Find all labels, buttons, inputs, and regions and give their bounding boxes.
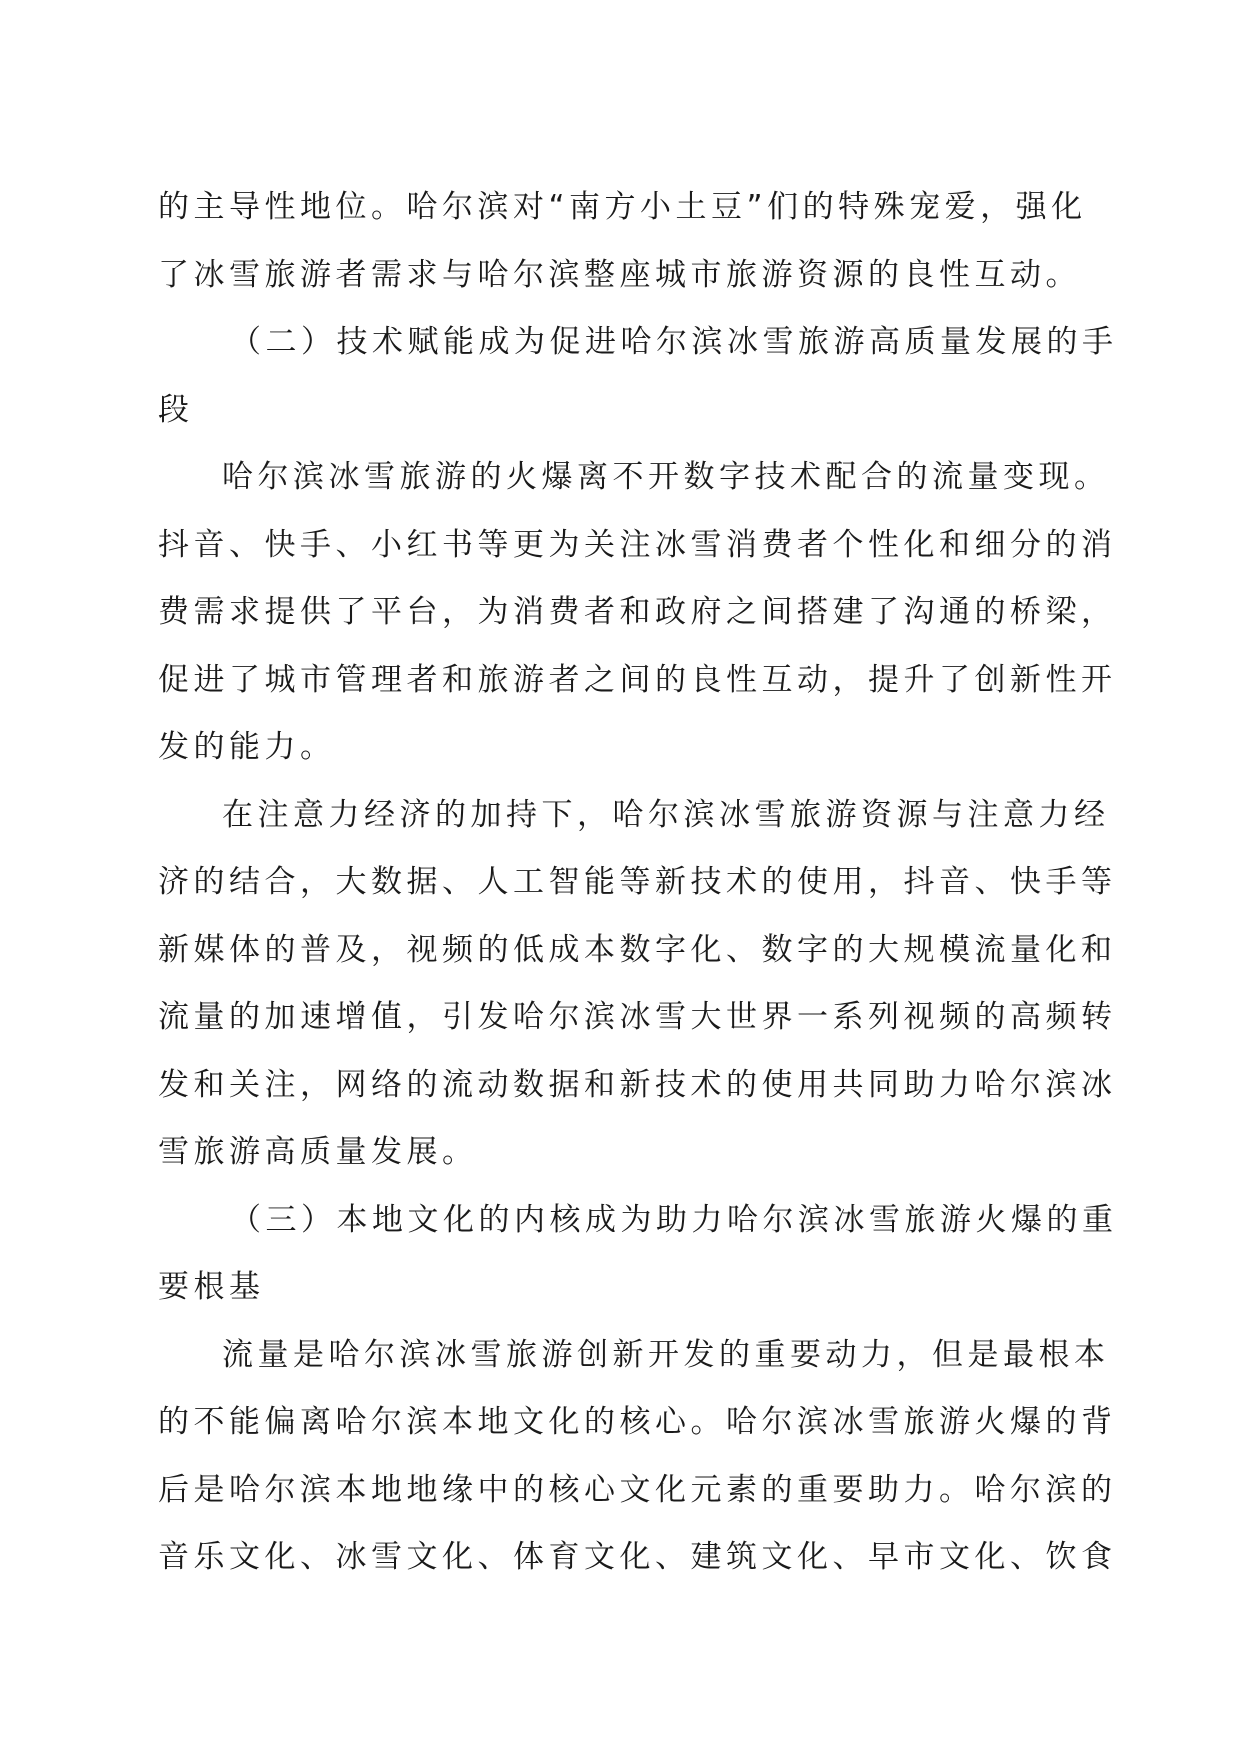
section-heading-3-cont: 要根基 <box>158 1269 265 1305</box>
section-heading-2-cont: 段 <box>158 391 194 428</box>
text-line: 费需求提供了平台，为消费者和政府之间搭建了沟通的桥梁， <box>158 594 1117 630</box>
text-line: 抖音、快手、小红书等更为关注冰雪消费者个性化和细分的消 <box>158 526 1117 563</box>
text-line: 发和关注，网络的流动数据和新技术的使用共同助力哈尔滨冰 <box>158 1066 1117 1103</box>
text-line: 后是哈尔滨本地地缘中的核心文化元素的重要助力。哈尔滨的 <box>158 1471 1117 1508</box>
section-heading-3: （三）本地文化的内核成为助力哈尔滨冰雪旅游火爆的重 <box>230 1201 1118 1238</box>
text-line: 促进了城市管理者和旅游者之间的良性互动，提升了创新性开 <box>158 661 1117 698</box>
paragraph-start: 在注意力经济的加持下，哈尔滨冰雪旅游资源与注意力经 <box>222 796 1110 833</box>
paragraph-start: 哈尔滨冰雪旅游的火爆离不开数字技术配合的流量变现。 <box>222 459 1110 495</box>
text-line: 济的结合，大数据、人工智能等新技术的使用，抖音、快手等 <box>158 864 1117 900</box>
text-line: 音乐文化、冰雪文化、体育文化、建筑文化、早市文化、饮食 <box>158 1539 1117 1575</box>
body-text <box>158 187 1118 1605</box>
text-line: 的主导性地位。哈尔滨对“南方小土豆”们的特殊宠爱，强化 <box>158 189 1087 225</box>
section-heading-2: （二）技术赋能成为促进哈尔滨冰雪旅游高质量发展的手 <box>230 324 1118 360</box>
text-line: 雪旅游高质量发展。 <box>158 1134 478 1170</box>
text-line: 新媒体的普及，视频的低成本数字化、数字的大规模流量化和 <box>158 931 1117 968</box>
paragraph-start: 流量是哈尔滨冰雪旅游创新开发的重要动力，但是最根本 <box>222 1336 1110 1373</box>
text-line: 的不能偏离哈尔滨本地文化的核心。哈尔滨冰雪旅游火爆的背 <box>158 1404 1117 1440</box>
text-line: 发的能力。 <box>158 729 336 765</box>
text-line: 了冰雪旅游者需求与哈尔滨整座城市旅游资源的良性互动。 <box>158 256 1081 293</box>
text-line: 流量的加速增值，引发哈尔滨冰雪大世界一系列视频的高频转 <box>158 999 1117 1035</box>
